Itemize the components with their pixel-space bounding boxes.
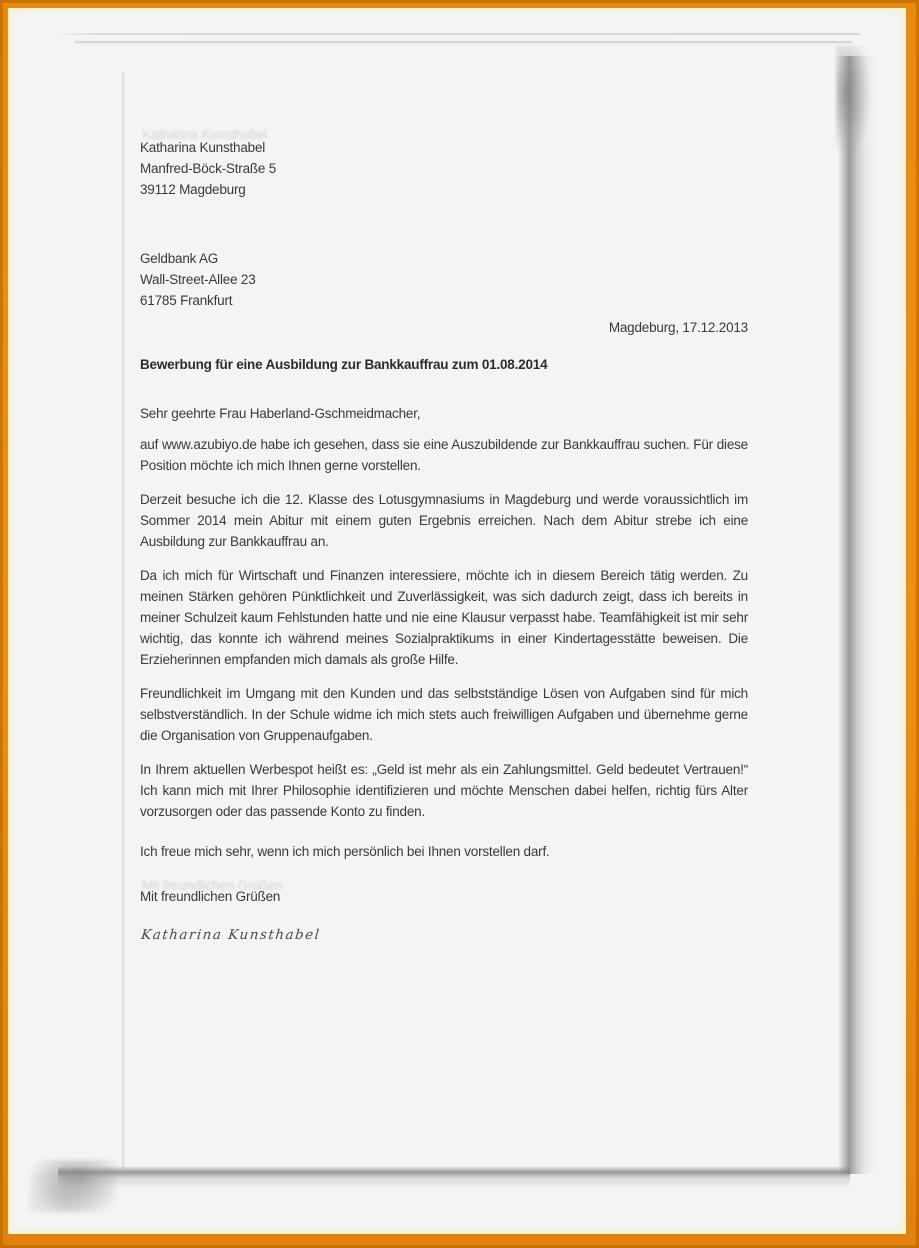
body-paragraph-5: In Ihrem aktuellen Werbespot heißt es: „Geld ist mehr als ein Zahlungsmittel. Geld bedeutet Vertrauen!“ Ich kann mich mit Ihrer Philosophie identifizieren und möchte Menschen dabei helfen, richtig fürs Alter vorzusorgen oder das passende Konto zu finden. (140, 762, 748, 819)
paper-corner-curl (836, 46, 870, 151)
recipient-city: 61785 Frankfurt (140, 293, 233, 308)
sender-name: Katharina Kunsthabel (140, 140, 266, 155)
salutation: Sehr geehrte Frau Haberland-Gschmeidmacher, (140, 406, 421, 421)
closing-formula (140, 878, 748, 907)
scan-background (8, 8, 906, 1234)
subject-line: Bewerbung für eine Ausbildung zur Bankkauffrau zum 01.08.2014 (140, 357, 548, 372)
scan-smudge (30, 1160, 116, 1212)
cover-letter (140, 127, 748, 946)
scan-ghost-text: Mit freundlichen Grüßen (142, 878, 283, 893)
paper-edge-top-front (74, 41, 852, 44)
body-paragraph-2: Derzeit besuche ich die 12. Klasse des Lotusgymnasiums in Magdeburg und werde voraussichtlich im Sommer 2014 mein Abitur mit einem guten Ergebnis erreichen. Nach dem Abitur strebe ich eine Ausbildung zur Bankkauffrau an. (140, 492, 748, 549)
recipient-address-block (140, 248, 748, 311)
date-line: Magdeburg, 17.12.2013 (608, 320, 748, 335)
paper-shadow-right (838, 56, 878, 1174)
paper-edge-top-back (55, 33, 860, 35)
recipient-company: Geldbank AG (140, 251, 219, 266)
closing-text: Mit freundlichen Grüßen (140, 889, 281, 904)
paper-shadow-bottom (58, 1166, 850, 1188)
sender-street: Manfred-Böck-Straße 5 (140, 161, 277, 176)
scan-ghost-text: Katharina Kunsthabel (142, 127, 268, 142)
body-paragraph-3: Da ich mich für Wirtschaft und Finanzen interessiere, möchte ich in diesem Bereich tätig werden. Zu meinen Stärken gehören Pünktlichkeit und Zuverlässigkeit, was sich dadurch zeigt, dass ich bereits in meiner Schulzeit kaum Fehlstunden hatte und nie eine Klausur verpasst habe. Teamfähigkeit ist mir sehr wichtig, das konnte ich während meines Sozialpraktikums in einer Kindertagesstätte beweisen. Die Erzieherinnen empfanden mich damals als große Hilfe. (140, 568, 748, 667)
body-paragraph-6: Ich freue mich sehr, wenn ich mich persönlich bei Ihnen vorstellen darf. (140, 844, 550, 859)
recipient-street: Wall-Street-Allee 23 (140, 272, 256, 287)
handwritten-signature: Katharina Kunsthabel (140, 927, 322, 943)
sender-city: 39112 Magdeburg (140, 182, 246, 197)
body-paragraph-1: auf www.azubiyo.de habe ich gesehen, dass sie eine Auszubildende zur Bankkauffrau suchen. Für diese Position möchte ich mich Ihnen gerne vorstellen. (140, 437, 748, 473)
paper-edge-left (122, 72, 125, 1170)
sender-address-block (140, 127, 748, 200)
body-paragraph-4: Freundlichkeit im Umgang mit den Kunden und das selbstständige Lösen von Aufgaben sind für mich selbstverständlich. In der Schule widme ich mich stets auch freiwilligen Aufgaben und übernehme gerne die Organisation von Gruppenaufgaben. (140, 686, 748, 743)
